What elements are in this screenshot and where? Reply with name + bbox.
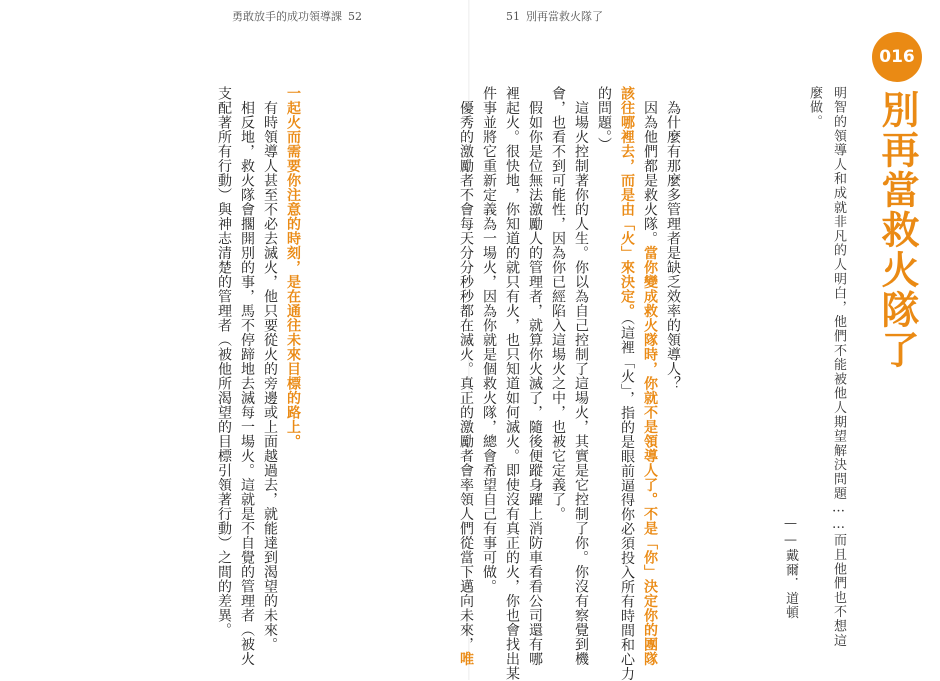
body-column: 件事並將它重新定義為一場火，因為你就是個救火隊，總會希望自己有事可做。 (481, 86, 497, 594)
body-column (638, 86, 661, 666)
body-column: 這場火控制著你的人生。你以為自己控制了這場火，其實是它控制了你。你沒有察覺到機 (573, 86, 589, 666)
highlight-text: 當你變成救火隊時，你就不是領導人了。不是「你」決定你的團隊 (642, 245, 658, 666)
body-column (454, 86, 477, 666)
body-column: 的問題。） (596, 86, 612, 152)
book-title: 勇敢放手的成功領導課 (232, 10, 342, 23)
highlight-text: 該往哪裡去，而是由「火」來決定。 (619, 86, 635, 318)
epigraph-attribution: ——戴爾．道頓 (783, 516, 798, 621)
running-head-right (506, 8, 603, 24)
epigraph-line: 麼做。 (807, 86, 822, 129)
body-text: 優秀的激勵者不會每天分分秒秒都在滅火。真正的激勵者會率領人們從當下邁向未來， (458, 86, 474, 652)
page-number-right: 51 (506, 10, 520, 23)
body-text: 因為他們都是救火隊。 (642, 86, 658, 246)
highlight-sentence: 一起火而需要你注意的時刻，是在通往未來目標的路上。 (285, 86, 301, 449)
body-column: 為什麼有那麼多管理者是缺乏效率的領導人？ (665, 86, 681, 391)
body-text: （這裡「火」，指的是眼前逼得你必須投入所有時間和心力 (619, 318, 635, 681)
body-column (615, 86, 638, 681)
epigraph-line: 明智的領導人和成就非凡的人明白，他們不能被他人期望解決問題……而且他們也不想這 (831, 86, 846, 648)
right-body-text (454, 86, 684, 681)
chapter-running-title: 別再當救火隊了 (526, 10, 603, 23)
left-page (0, 0, 470, 680)
running-head-left (232, 8, 368, 24)
left-body-text (212, 86, 304, 666)
page-number-left: 52 (348, 10, 362, 23)
body-column: 支配著所有行動）與神志清楚的管理者（被他所渴望的目標引領著行動）之間的差異。 (216, 86, 232, 637)
highlight-text: 唯 (458, 651, 474, 666)
body-column: 假如你是位無法激勵人的管理者，就算你火滅了，隨後便蹤身躍上消防車看看公司還有哪 (527, 86, 543, 666)
chapter-number-badge: 016 (872, 32, 922, 82)
chapter-title: 別再當救火隊了 (875, 90, 919, 370)
right-page (458, 0, 940, 681)
body-column: 有時領導人甚至不必去滅火，他只要從火的旁邊或上面越過去，就能達到渴望的未來。 (262, 86, 278, 652)
body-column: 會，也看不到可能性，因為你已經陷入這場火之中，也被它定義了。 (550, 86, 566, 521)
epigraph (778, 86, 850, 646)
body-column: 相反地，救火隊會擱開別的事，馬不停蹄地去滅每一場火。這就是不自覺的管理者（被火 (239, 86, 255, 666)
body-column: 裡起火。很快地，你知道的就只有火，也只知道如何滅火。即使沒有真正的火，你也會找出某 (504, 86, 520, 681)
